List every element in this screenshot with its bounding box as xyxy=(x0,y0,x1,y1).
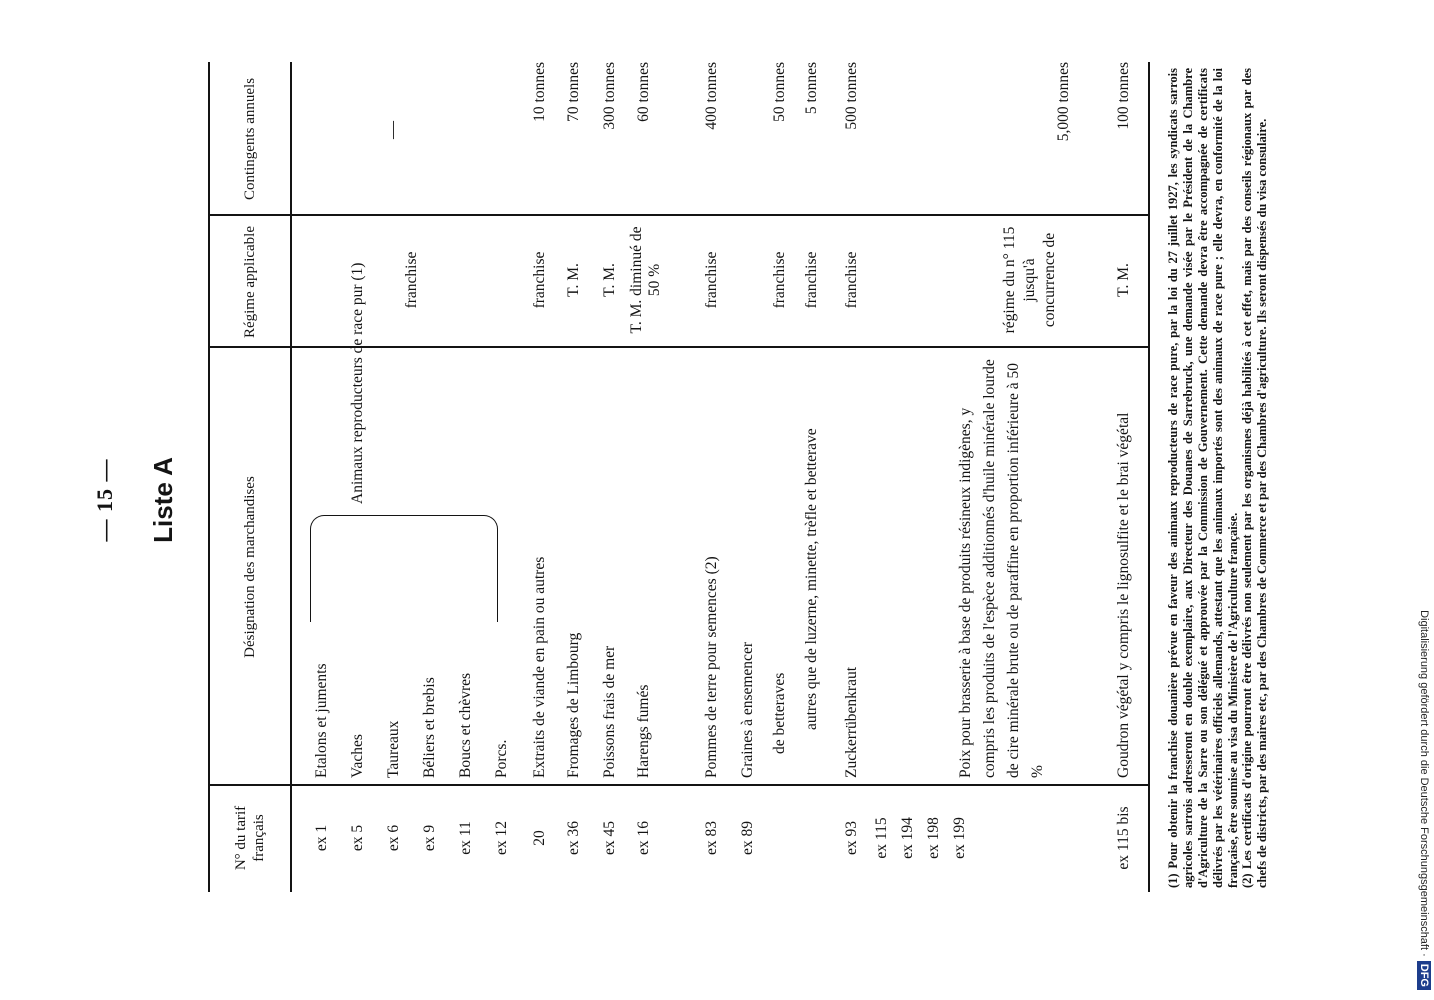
poix-regime: régime du n° 115 jusqu'à concurrence de xyxy=(1001,226,1058,334)
row-designation: Fromages de Limbourg xyxy=(565,632,582,778)
header-tarif: N° du tarif français xyxy=(233,805,267,871)
row-regime: T. M. xyxy=(601,263,618,297)
row-regime: T. M. diminué de 50 % xyxy=(628,226,663,334)
row-contingent xyxy=(418,62,442,210)
digitization-credit-text: Digitalisierung gefördert durch die Deutsche Forschungsgemeinschaft · xyxy=(1418,610,1430,957)
row-tarif: ex 45 xyxy=(601,821,618,856)
animals-brace xyxy=(310,515,498,622)
row-contingent xyxy=(948,62,972,210)
footnote-2: (2) Les certificats d'origine pourront être délivrés non seulement par les organismes déjà habilités à cet effet, mais par des conseils régionaux par des chefs de districts, par des maires etc, par des Chambres de Commerce et par des Chambres d'agriculture. Ils seront dispensés du visa consulaire. xyxy=(1240,68,1269,888)
row-designation: Graines à ensemencer xyxy=(739,642,756,778)
row-contingent: 70 tonnes xyxy=(565,62,582,122)
table-top-rule xyxy=(208,62,210,892)
page-title: Liste A xyxy=(148,457,178,543)
row-contingent: 100 tonnes xyxy=(1115,62,1132,130)
digitization-sidebar xyxy=(1414,0,1434,1000)
row-tarif: ex 83 xyxy=(703,821,720,856)
row-contingent: 400 tonnes xyxy=(703,62,720,130)
row-tarif xyxy=(800,786,824,890)
row-tarif: ex 16 xyxy=(635,821,652,856)
row-tarif: ex 89 xyxy=(739,821,756,856)
row-tarif: ex 115 bis xyxy=(1115,806,1132,870)
row-contingent xyxy=(736,62,760,210)
row-designation: Zuckerrübenkraut xyxy=(843,666,860,778)
row-designation: Boucs et chèvres xyxy=(457,672,474,778)
row-tarif: ex 194 xyxy=(899,817,916,859)
row-contingent xyxy=(310,62,334,210)
row-contingent: 60 tonnes xyxy=(635,62,652,122)
row-regime xyxy=(948,218,972,342)
row-regime: franchise xyxy=(843,251,860,309)
row-tarif: ex 11 xyxy=(457,821,474,855)
row-regime: franchise xyxy=(531,251,548,309)
row-regime: T. M. xyxy=(1115,263,1132,297)
row-contingent: 300 tonnes xyxy=(601,62,618,130)
header-contingents: Contingents annuels xyxy=(242,77,258,201)
row-regime: franchise xyxy=(703,251,720,309)
row-designation: de betteraves xyxy=(771,672,788,754)
row-tarif xyxy=(768,786,792,890)
row-contingent xyxy=(490,62,514,210)
row-designation: Porcs. xyxy=(493,739,510,778)
row-tarif: ex 5 xyxy=(349,824,366,852)
row-designation: Taureaux xyxy=(385,720,402,778)
row-tarif: ex 6 xyxy=(385,824,402,852)
row-contingent: 500 tonnes xyxy=(843,62,860,130)
row-tarif: ex 36 xyxy=(565,821,582,856)
row-contingent xyxy=(896,62,920,210)
row-regime: T. M. xyxy=(565,263,582,297)
animals-group-label: Animaux reproducteurs de race pur (1) xyxy=(349,262,366,504)
table-header-rule xyxy=(290,62,292,892)
row-designation: Vaches xyxy=(349,734,366,778)
row-contingent: 50 tonnes xyxy=(771,62,788,122)
header-regime: Régime applicable xyxy=(242,225,258,339)
row-contingent xyxy=(870,62,894,210)
row-tarif: ex 12 xyxy=(493,821,510,856)
row-contingent xyxy=(922,62,946,210)
row-tarif: 20 xyxy=(531,830,548,846)
row-tarif: ex 198 xyxy=(925,817,942,859)
row-contingent xyxy=(454,62,478,210)
row-designation: Etalons et juments xyxy=(313,663,330,778)
row-contingent: 5 tonnes xyxy=(803,62,820,115)
row-regime xyxy=(870,218,894,342)
poix-group-label: Poix pour brasserie à base de produits résineux indigènes, y compris les produits de l'espèce additionnés d'huile minérale lourde de cire minérale brute ou de paraffine en proportion inférieure à 50 % xyxy=(957,359,1046,778)
row-regime xyxy=(736,218,760,342)
row-designation: Extraits de viande en pain ou autres xyxy=(531,556,548,778)
row-designation: autres que de luzerne, minette, trèfle et betterave xyxy=(803,428,820,730)
row-regime: franchise xyxy=(771,251,788,309)
row-designation: Goudron végétal y compris le lignosulfite et le brai végétal xyxy=(1115,412,1132,778)
row-tarif: ex 1 xyxy=(313,824,330,852)
poix-contingent: 5,000 tonnes xyxy=(1055,62,1072,142)
animals-regime: franchise xyxy=(403,251,420,309)
row-tarif: ex 93 xyxy=(843,821,860,856)
row-tarif: ex 115 xyxy=(873,817,890,859)
dfg-logo: DFG xyxy=(1417,961,1431,990)
table-bottom-rule xyxy=(1148,62,1150,892)
header-designation: Désignation des marchandises xyxy=(242,476,258,658)
row-regime xyxy=(310,218,334,342)
row-regime: franchise xyxy=(803,251,820,309)
row-regime xyxy=(490,218,514,342)
row-contingent xyxy=(346,62,370,210)
row-regime xyxy=(896,218,920,342)
footnote-1: (1) Pour obtenir la franchise douanière prévue en faveur des animaux reproducteurs de race pure, par la loi du 27 juillet 1927, les syndicats sarrois agricoles sarrois adresseront en double exemplaire, aux Directeur des Douanes de Sarrebruck, une demande visée par le Président de la Chambre d'Agriculture de la Sarre ou son délégué et approuvée par la Commission de Gouvernement. Cette demande devra être accompagnée de certificats délivrés par les vétérinaires officiels allemands, attestant que les animaux importés sont des animaux de race pure ; elle devra, en conformité de la loi française, être soumise au visa du Ministère de l'Agriculture française. xyxy=(1166,68,1240,888)
row-tarif: ex 9 xyxy=(421,824,438,852)
row-designation: Pommes de terre pour semences (2) xyxy=(703,556,720,778)
digitization-credit xyxy=(1414,10,1434,990)
page-number: — 15 — xyxy=(92,458,117,542)
row-regime xyxy=(454,218,478,342)
row-designation: Béliers et brebis xyxy=(421,677,438,778)
animals-contingent: — xyxy=(382,121,402,139)
row-designation: Poissons frais de mer xyxy=(601,645,618,778)
row-regime xyxy=(922,218,946,342)
row-designation: Harengs fumés xyxy=(635,684,652,778)
row-tarif: ex 199 xyxy=(951,817,968,859)
row-contingent: 10 tonnes xyxy=(531,62,548,122)
